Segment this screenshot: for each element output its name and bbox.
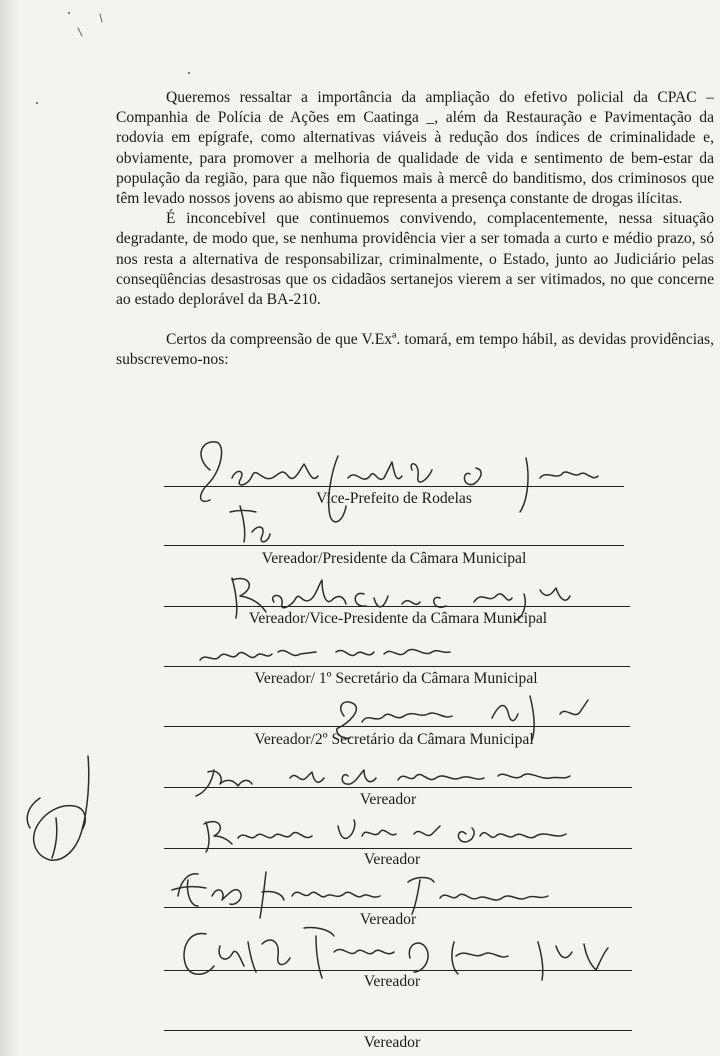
paragraph-2: É inconcebível que continuemos convivendo, complacentemente, nessa situação degradante, de modo que, se nenhuma providência vier a ser tomada a curto e médio prazo, só nos resta a alternativa de responsabilizar, criminalmente, o Estado, junto ao Judiciário pelas conseqüências desastrosas que os cidadãos sertanejos vierem a ser vitimados, no que concerne ao estado deplorável da BA-210. <box>116 210 714 309</box>
signature-role-6: Vereador <box>359 791 417 808</box>
signature-role-8: Vereador <box>359 911 417 928</box>
signature-line-6 <box>164 787 632 788</box>
closing-paragraph: Certos da compreensão de que V.Exª. tomará, em tempo hábil, as devidas providências, subscrevemo-nos: <box>116 331 714 369</box>
paragraph-1: Queremos ressaltar a importância da ampliação do efetivo policial da CPAC – Companhia de Polícia de Ações em Caatinga _, além da Restauração e Pavimentação da rodovia em epígrafe, como alternativas viáveis à redução dos índices de criminalidade e, obviamente, para promover a melhoria de qualidade de vida e sentimento de bem-estar da população da região, para que não fiquemos mais à mercê do banditismo, dos criminosos que têm levado nossos jovens ao abismo que representa a presença constante de drogas ilícitas. <box>116 89 714 208</box>
signature-line-2 <box>164 545 624 546</box>
signature-line-1 <box>164 486 624 487</box>
signature-line-4 <box>164 666 630 667</box>
signature-line-7 <box>164 848 632 849</box>
signature-line-5 <box>164 726 630 727</box>
signature-role-1: Vice-Prefeito de Rodelas <box>316 490 472 507</box>
signature-line-10 <box>164 1030 632 1031</box>
signature-role-4: Vereador/ 1º Secretário da Câmara Municipal <box>254 670 538 687</box>
signature-role-9: Vereador <box>363 973 421 990</box>
signature-role-10: Vereador <box>363 1034 421 1051</box>
signature-role-5: Vereador/2º Secretário da Câmara Municipal <box>254 731 534 748</box>
signature-role-3: Vereador/Vice-Presidente da Câmara Municipal <box>248 610 548 627</box>
signature-role-7: Vereador <box>363 851 421 868</box>
signature-line-3 <box>164 606 630 607</box>
signature-line-9 <box>164 970 632 971</box>
signature-line-8 <box>164 907 632 908</box>
signature-role-2: Vereador/Presidente da Câmara Municipal <box>261 550 527 567</box>
